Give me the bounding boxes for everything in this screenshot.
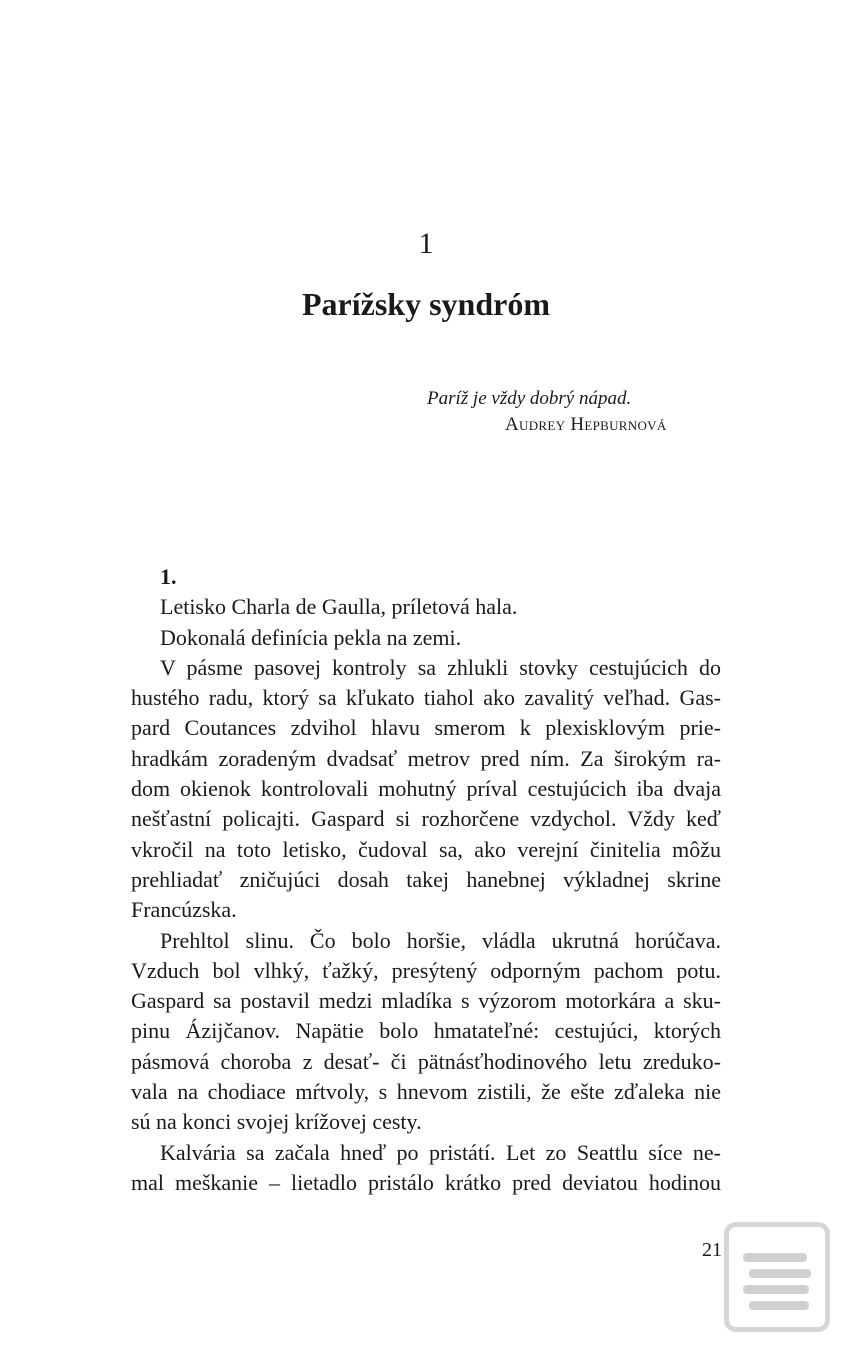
watermark-bar (743, 1253, 807, 1262)
text-line: Dokonalá definícia pekla na zemi. (160, 624, 462, 650)
text-line: pásmová choroba z desať- či pätnásťhodinového letu zreduko- (131, 1048, 721, 1074)
watermark-bar (749, 1301, 809, 1310)
section-number: 1. (160, 564, 177, 589)
text-line: Vzduch bol vlhký, ťažký, presýtený odporným pachom potu. (131, 957, 721, 983)
epigraph (427, 386, 667, 438)
text-line: Gaspard sa postavil medzi mladíka s výzorom motorkára a sku- (131, 988, 721, 1014)
text-line: pinu Ázijčanov. Napätie bolo hmatateľné: cestujúci, ktorých (131, 1018, 721, 1044)
epigraph-author: Audrey Hepburnová (505, 414, 667, 435)
page-number: 21 (702, 1239, 722, 1261)
text-line: Prehltol slinu. Čo bolo horšie, vládla ukrutná horúčava. (160, 927, 721, 953)
text-line: hustého radu, ktorý sa kľukato tiahol ako zavalitý veľhad. Gas- (131, 685, 721, 711)
text-line: sú na konci svojej krížovej cesty. (131, 1109, 422, 1135)
text-line: pard Coutances zdvihol hlavu smerom k plexisklovým prie- (131, 715, 721, 741)
text-line: prehliadať zničujúci dosah takej hanebnej výkladnej skrine (131, 866, 721, 892)
text-line: nešťastní policajti. Gaspard si rozhorčene vzdychol. Vždy keď (131, 806, 721, 832)
watermark-bar (749, 1269, 811, 1278)
text-line: dom okienok kontrolovali mohutný príval cestujúcich iba dvaja (131, 776, 721, 802)
body-text (131, 562, 721, 1198)
text-line: hradkám zoradeným dvadsať metrov pred ním. Za širokým ra- (131, 745, 721, 771)
text-line: mal meškanie – lietadlo pristálo krátko pred deviatou hodinou (131, 1169, 721, 1195)
text-line: Francúzska. (131, 897, 237, 923)
text-line: vala na chodiace mŕtvoly, s hnevom zistili, že ešte zďaleka nie (131, 1079, 721, 1105)
book-stack-icon (724, 1222, 830, 1332)
text-line: vkročil na toto letisko, čudoval sa, ako verejní činitelia môžu (131, 836, 721, 862)
chapter-number: 1 (418, 227, 434, 260)
chapter-title: Parížsky syndróm (302, 286, 550, 322)
text-line: V pásme pasovej kontroly sa zhlukli stovky cestujúcich do (160, 654, 721, 680)
text-line: Kalvária sa začala hneď po pristátí. Let zo Seattlu síce ne- (160, 1139, 721, 1165)
text-line: Letisko Charla de Gaulla, príletová hala. (160, 594, 518, 620)
epigraph-quote: Paríž je vždy dobrý nápad. (427, 388, 632, 409)
watermark-bar (743, 1285, 809, 1294)
